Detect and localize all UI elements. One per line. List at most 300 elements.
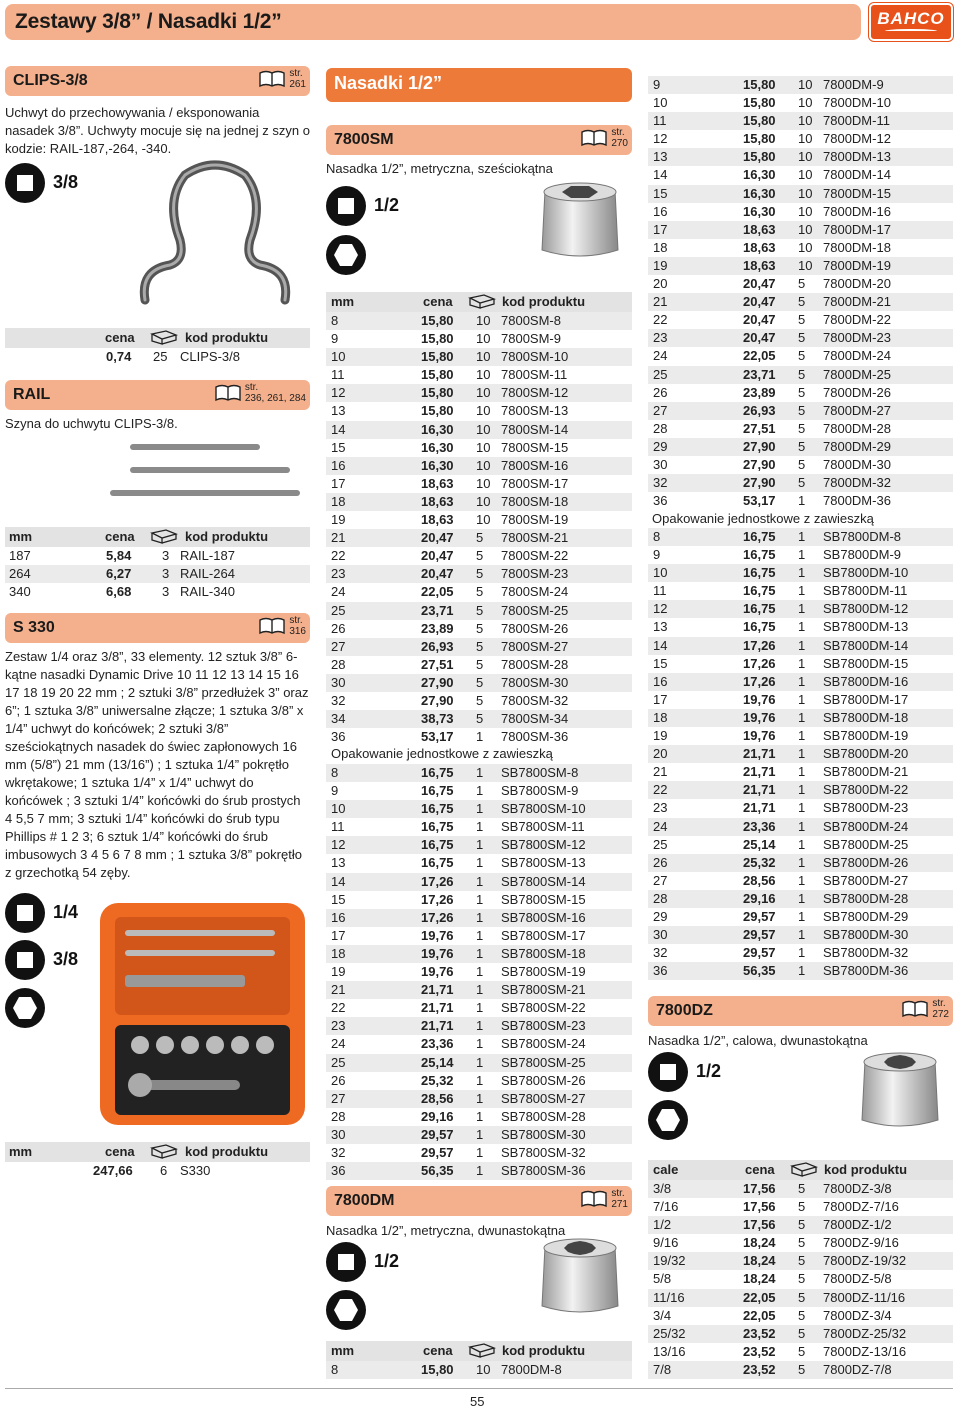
cell-price: 18,63 <box>421 512 454 528</box>
cell-code: SB7800DM-19 <box>823 728 909 744</box>
col-price: cena <box>423 294 453 309</box>
cell-code: 7800SM-36 <box>501 729 569 745</box>
cell-code: SB7800DM-32 <box>823 945 909 961</box>
cell-price: 16,75 <box>743 583 776 599</box>
cell-qty: 1 <box>798 764 806 780</box>
cell-qty: 1 <box>798 529 806 544</box>
7800sm-description: Nasadka 1/2”, metryczna, sześciokątna <box>326 161 553 176</box>
cell-code: RAIL-264 <box>180 566 235 582</box>
cell-code: 7800DM-17 <box>823 221 891 237</box>
cell-price: 6,68 <box>106 584 132 600</box>
cell-price: 18,24 <box>743 1271 776 1287</box>
section-7800dz <box>648 996 953 1026</box>
cell-code: SB7800DM-23 <box>823 800 909 816</box>
cell-size: 12 <box>331 385 346 401</box>
table-row <box>648 1270 953 1288</box>
cell-code: SB7800SM-30 <box>501 1126 586 1142</box>
cell-mm: 264 <box>9 566 31 582</box>
col-inch: cale <box>653 1162 679 1177</box>
cell-size: 28 <box>331 1108 346 1124</box>
cell-size: 3/8 <box>653 1181 672 1196</box>
cell-code: 7800DZ-1/2 <box>823 1217 892 1233</box>
cell-size: 9 <box>653 77 661 92</box>
cell-code: 7800DM-21 <box>823 294 891 310</box>
cell-qty: 5 <box>476 584 484 600</box>
cell-code: SB7800SM-11 <box>501 819 585 835</box>
cell-code: SB7800DM-18 <box>823 709 909 725</box>
table-row <box>648 76 953 94</box>
cell-size: 28 <box>653 420 668 436</box>
cell-qty: 1 <box>798 601 806 617</box>
table-row <box>326 891 632 909</box>
cell-qty: 1 <box>476 1018 484 1034</box>
cell-qty: 10 <box>476 367 491 383</box>
drive-size-label: 1/2 <box>374 195 400 215</box>
cell-qty: 5 <box>476 566 484 582</box>
table-row <box>648 799 953 817</box>
table-row <box>326 529 632 547</box>
table-row <box>648 546 953 564</box>
book-icon <box>581 129 607 147</box>
cell-qty: 10 <box>476 385 491 401</box>
ref-label: str. <box>932 998 946 1009</box>
cell-code: SB7800DM-29 <box>823 908 909 924</box>
drive-size-label: 3/8 <box>53 949 79 969</box>
table-row <box>648 1343 953 1361</box>
table-row <box>326 457 632 475</box>
section-title: CLIPS-3/8 <box>13 72 88 89</box>
cell-code: SB7800SM-9 <box>501 783 579 799</box>
7800sm-table-header <box>326 292 632 312</box>
cell-qty: 1 <box>798 728 806 744</box>
cell-price: 15,80 <box>421 1362 454 1377</box>
cell-price: 18,63 <box>743 221 776 237</box>
cell-code: 7800SM-19 <box>501 512 569 528</box>
ref-label: str. <box>244 382 259 393</box>
cell-qty: 1 <box>476 1072 484 1088</box>
cell-code: 7800DM-15 <box>823 185 891 201</box>
cell-qty: 1 <box>476 873 484 889</box>
7800sm-table <box>326 312 632 746</box>
table-row <box>326 656 632 674</box>
table-row <box>326 728 632 746</box>
cell-size: 17 <box>653 691 668 707</box>
cell-code: SB7800SM-13 <box>501 855 586 871</box>
col-price: cena <box>745 1162 775 1177</box>
table-row <box>326 1108 632 1126</box>
table-row <box>326 565 632 583</box>
cell-qty: 1 <box>476 1108 484 1124</box>
cell-size: 26 <box>331 620 346 636</box>
cell-qty: 10 <box>476 475 491 491</box>
table-row <box>326 963 632 981</box>
cell-size: 9 <box>331 331 339 347</box>
cell-code: 7800DM-27 <box>823 402 891 418</box>
cell-code: SB7800DM-28 <box>823 890 909 906</box>
logo-fish-icon <box>885 29 937 33</box>
table-row <box>326 1144 632 1162</box>
cell-size: 36 <box>331 729 346 745</box>
table-row <box>326 692 632 710</box>
cell-price: 27,90 <box>421 692 454 708</box>
table-row <box>648 908 953 926</box>
cell-qty: 5 <box>798 1271 806 1287</box>
cell-price: 20,47 <box>421 530 454 546</box>
cell-price: 15,80 <box>743 95 776 111</box>
table-row: 247,66 6 S330 <box>93 1163 211 1178</box>
section-title: S 330 <box>13 619 55 636</box>
cell-code: 7800SM-15 <box>501 439 569 455</box>
cell-qty: 5 <box>798 402 806 418</box>
cell-price: 22,05 <box>421 584 454 600</box>
table-row <box>648 1234 953 1252</box>
book-icon <box>215 384 241 402</box>
cell-price: 38,73 <box>421 711 454 727</box>
cell-price: 15,80 <box>743 113 776 129</box>
cell-qty: 1 <box>476 927 484 943</box>
cell-price: 19,76 <box>743 709 776 725</box>
cell-code: 7800SM-16 <box>501 457 569 473</box>
cell-size: 27 <box>331 1090 346 1106</box>
cell-code: 7800DM-14 <box>823 167 891 183</box>
7800dm-socket-image <box>530 1236 630 1326</box>
cell-mm: 340 <box>9 584 31 600</box>
table-row <box>648 384 953 402</box>
cell-code: 7800SM-13 <box>501 403 569 419</box>
table-row <box>648 1216 953 1234</box>
cell-size: 13 <box>331 855 346 871</box>
col-code: kod produktu <box>185 529 269 544</box>
book-icon <box>259 617 285 635</box>
cell-price: 15,80 <box>743 77 776 92</box>
section-title: RAIL <box>13 386 51 403</box>
cell-mm: 187 <box>9 548 31 563</box>
cell-code: SB7800DM-16 <box>823 673 909 689</box>
cell-price: 18,63 <box>421 493 454 509</box>
cell-price: 16,75 <box>743 529 776 544</box>
cell-code: SB7800DM-30 <box>823 927 909 943</box>
cell-code: 7800DM-28 <box>823 420 891 436</box>
table-row <box>648 655 953 673</box>
table-row <box>648 311 953 329</box>
cell-size: 13/16 <box>653 1343 686 1359</box>
cell-price: 16,75 <box>421 765 454 780</box>
cell-code: SB7800SM-8 <box>501 765 579 780</box>
cell-code: 7800SM-21 <box>501 530 569 546</box>
cell-size: 14 <box>653 167 668 183</box>
table-row <box>648 347 953 365</box>
table-row <box>648 166 953 184</box>
cell-size: 21 <box>331 530 346 546</box>
table-row <box>648 818 953 836</box>
cell-code: 7800DM-13 <box>823 149 891 165</box>
cell-qty: 1 <box>476 1036 484 1052</box>
table-row <box>326 1072 632 1090</box>
cell-qty: 1 <box>798 927 806 943</box>
cell-size: 9 <box>653 547 661 563</box>
table-row <box>648 618 953 636</box>
cell-code: 7800DZ-7/8 <box>823 1361 892 1377</box>
cell-code: SB7800SM-17 <box>501 927 586 943</box>
cell-price: 25,32 <box>421 1072 454 1088</box>
cell-code: 7800SM-23 <box>501 566 569 582</box>
brand-name: BAHCO <box>877 9 945 28</box>
cell-price: 16,75 <box>421 783 454 799</box>
table-row <box>648 709 953 727</box>
cell-size: 23 <box>331 566 346 582</box>
cell-qty: 5 <box>476 530 484 546</box>
cell-size: 26 <box>653 384 668 400</box>
cell-size: 12 <box>653 131 668 147</box>
cell-size: 14 <box>331 421 346 437</box>
cell-price: 17,26 <box>743 637 776 653</box>
cell-code: 7800DZ-11/16 <box>823 1289 906 1305</box>
table-row <box>648 293 953 311</box>
section-rail <box>5 380 310 410</box>
cell-size: 11 <box>653 583 667 599</box>
cell-size: 10 <box>653 95 668 111</box>
table-row <box>326 854 632 872</box>
ref-pages: 261 <box>289 79 306 90</box>
table-row <box>648 185 953 203</box>
cell-qty: 1 <box>798 709 806 725</box>
cell-qty: 5 <box>798 348 806 364</box>
cell-code: RAIL-187 <box>180 548 235 563</box>
cell-qty: 1 <box>476 855 484 871</box>
cell-size: 16 <box>331 909 346 925</box>
cell-size: 8 <box>653 529 661 544</box>
cell-price: 20,47 <box>743 330 776 346</box>
cell-qty: 10 <box>476 457 491 473</box>
table-row <box>648 763 953 781</box>
cell-code: 7800DM-10 <box>823 95 891 111</box>
table-row <box>648 257 953 275</box>
cell-qty: 5 <box>798 312 806 328</box>
cell-qty: 1 <box>476 1126 484 1142</box>
cell-price: 16,75 <box>421 855 454 871</box>
ref-pages: 271 <box>611 1199 628 1210</box>
table-row <box>648 600 953 618</box>
square-drive-icon <box>326 1242 366 1282</box>
cell-price: 29,57 <box>421 1144 454 1160</box>
hex-socket-icon <box>326 1290 366 1330</box>
7800dm-table-header <box>326 1341 632 1361</box>
cell-qty: 10 <box>476 403 491 419</box>
book-icon <box>259 70 285 88</box>
cell-size: 25 <box>653 366 668 382</box>
cell-qty: 1 <box>476 819 484 835</box>
cell-qty: 1 <box>476 1144 484 1160</box>
cell-size: 16 <box>331 457 346 473</box>
package-qty-icon <box>148 329 178 345</box>
cell-qty: 1 <box>476 964 484 980</box>
cell-code: 7800DZ-9/16 <box>823 1235 899 1251</box>
package-qty-icon <box>466 293 496 309</box>
col-code: kod produktu <box>185 330 269 345</box>
table-row <box>326 981 632 999</box>
cell-code: 7800DZ-5/8 <box>823 1271 892 1287</box>
single-pack-note: Opakowanie jednostkowe z zawieszką <box>331 746 553 761</box>
cell-qty: 5 <box>476 548 484 564</box>
cell-qty: 10 <box>476 331 491 347</box>
cell-price: 17,26 <box>421 873 454 889</box>
cell-qty: 5 <box>798 1199 806 1215</box>
cell-code: RAIL-340 <box>180 584 235 600</box>
cell-price: 22,05 <box>743 348 776 364</box>
cell-size: 19 <box>331 512 346 528</box>
cell-qty: 5 <box>798 1343 806 1359</box>
drive-size-label: 1/2 <box>696 1061 722 1081</box>
cell-code: SB7800SM-10 <box>501 801 586 817</box>
table-row <box>648 691 953 709</box>
table-row <box>326 602 632 620</box>
cell-size: 32 <box>331 692 346 708</box>
cell-price: 15,80 <box>743 149 776 165</box>
cell-size: 3/4 <box>653 1307 672 1323</box>
cell-code: SB7800DM-26 <box>823 854 909 870</box>
cell-price: 27,51 <box>743 420 776 436</box>
7800dz-table-header <box>648 1160 953 1180</box>
table-row <box>326 312 632 330</box>
cell-code: SB7800SM-24 <box>501 1036 586 1052</box>
cell-price: 53,17 <box>743 493 776 509</box>
cell-code: 7800SM-17 <box>501 475 569 491</box>
ref-pages: 316 <box>289 626 306 637</box>
s330-table-header <box>5 1142 310 1162</box>
cell-size: 17 <box>331 475 346 491</box>
cell-size: 18 <box>653 239 668 255</box>
cell-qty: 10 <box>798 239 813 255</box>
cell-qty: 1 <box>476 909 484 925</box>
cell-code: 7800SM-12 <box>501 385 569 401</box>
cell-code: 7800SM-10 <box>501 349 569 365</box>
cell-qty: 5 <box>798 384 806 400</box>
cell-price: 23,52 <box>743 1361 776 1377</box>
catalog-ref <box>259 68 306 90</box>
cell-code: SB7800DM-17 <box>823 691 909 707</box>
cell-price: 29,16 <box>421 1108 454 1124</box>
ref-pages: 236, 261, 284 <box>244 393 306 404</box>
cell-price: 17,26 <box>743 655 776 671</box>
cell-price: 21,71 <box>421 1000 454 1016</box>
cell-code: 7800SM-11 <box>501 367 568 383</box>
7800dz-socket-image <box>850 1050 950 1140</box>
cell-qty: 1 <box>476 729 484 745</box>
cell-code: 7800SM-14 <box>501 421 569 437</box>
col-price: cena <box>105 1144 135 1159</box>
catalog-ref <box>581 1188 628 1210</box>
cell-qty: 10 <box>798 95 813 111</box>
table-row <box>648 148 953 166</box>
cell-price: 15,80 <box>421 349 454 365</box>
cell-qty: 10 <box>476 313 491 328</box>
cell-code: SB7800SM-22 <box>501 1000 586 1016</box>
cell-price: 16,30 <box>421 421 454 437</box>
cell-size: 25 <box>331 1054 346 1070</box>
table-row <box>648 781 953 799</box>
cell-size: 11 <box>331 367 345 383</box>
table-row <box>326 402 632 420</box>
cell-size: 19 <box>331 964 346 980</box>
cell-code: SB7800SM-36 <box>501 1163 586 1179</box>
cell-price: 29,57 <box>421 1126 454 1142</box>
cell-qty: 1 <box>798 746 806 762</box>
clips-product-image <box>125 160 305 310</box>
cell-price: 15,80 <box>421 385 454 401</box>
section-7800dm <box>326 1186 632 1216</box>
cell-code: 7800DM-25 <box>823 366 891 382</box>
cell-code: SB7800DM-10 <box>823 565 909 581</box>
cell-code: 7800SM-24 <box>501 584 569 600</box>
cell-size: 19/32 <box>653 1253 686 1269</box>
cell-qty: 5 <box>476 674 484 690</box>
table-row <box>326 782 632 800</box>
cell-size: 14 <box>331 873 346 889</box>
7800dz-table <box>648 1180 953 1379</box>
cell-code: 7800DZ-3/8 <box>823 1181 892 1196</box>
cell-price: 6,27 <box>106 566 132 582</box>
square-drive-icon <box>5 940 45 980</box>
cell-code: SB7800SM-23 <box>501 1018 586 1034</box>
cell-size: 19 <box>653 257 668 273</box>
cell-size: 22 <box>653 312 668 328</box>
cell-price: 21,71 <box>743 800 776 816</box>
table-row <box>648 1180 953 1198</box>
cell-code: SB7800DM-20 <box>823 746 909 762</box>
cell-price: 19,76 <box>743 691 776 707</box>
cell-code: 7800DM-24 <box>823 348 891 364</box>
cell-qty: 5 <box>798 1325 806 1341</box>
section-s330 <box>5 613 310 643</box>
cell-price: 15,80 <box>421 403 454 419</box>
cell-qty: 1 <box>798 800 806 816</box>
cell-price: 23,52 <box>743 1325 776 1341</box>
cell-qty: 1 <box>798 890 806 906</box>
cell-size: 23 <box>331 1018 346 1034</box>
cell-price: 19,76 <box>743 728 776 744</box>
cell-code: 7800SM-28 <box>501 656 569 672</box>
cell-code: 7800SM-9 <box>501 331 561 347</box>
ref-label: str. <box>289 615 303 626</box>
cell-size: 36 <box>653 493 668 509</box>
table-row: 0,74 25 CLIPS-3/8 <box>106 349 240 364</box>
package-qty-icon <box>148 1143 178 1159</box>
table-row <box>648 673 953 691</box>
cell-qty: 5 <box>798 438 806 454</box>
table-row <box>648 402 953 420</box>
table-row <box>648 637 953 655</box>
table-row <box>326 1035 632 1053</box>
cell-size: 16 <box>653 673 668 689</box>
cell-size: 19 <box>653 728 668 744</box>
cell-qty: 1 <box>476 765 484 780</box>
section-nasadki <box>326 68 632 102</box>
cell-size: 23 <box>653 330 668 346</box>
table-row <box>326 493 632 511</box>
cell-code: SB7800SM-19 <box>501 964 586 980</box>
table-row <box>648 130 953 148</box>
table-row <box>5 583 310 601</box>
cell-qty: 1 <box>476 1000 484 1016</box>
cell-price: 20,47 <box>421 548 454 564</box>
rail-description: Szyna do uchwytu CLIPS-3/8. <box>5 416 178 431</box>
cell-size: 21 <box>331 982 346 998</box>
cell-size: 30 <box>331 1126 346 1142</box>
cell-qty: 1 <box>476 1163 484 1179</box>
cell-price: 15,80 <box>421 331 454 347</box>
cell-code: 7800DZ-19/32 <box>823 1253 907 1269</box>
table-row <box>648 438 953 456</box>
